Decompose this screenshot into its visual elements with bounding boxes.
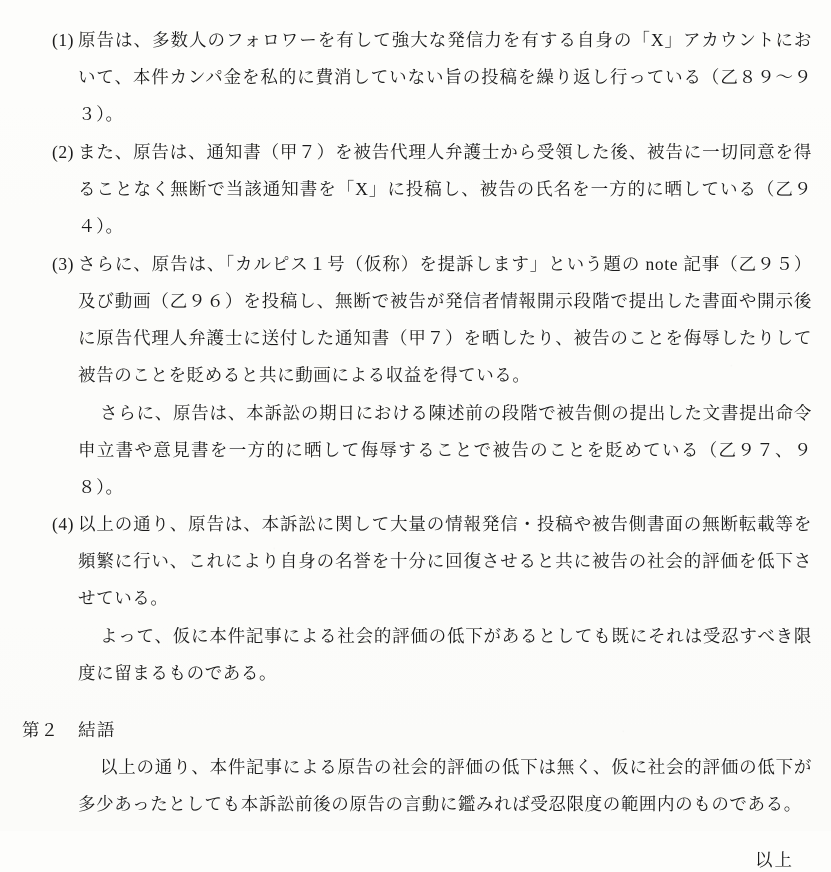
numbered-paragraph-3 xyxy=(22,246,812,394)
section-title: 結語 xyxy=(78,720,116,740)
numbered-paragraph-2 xyxy=(22,134,812,245)
section-heading xyxy=(22,712,812,749)
document-body xyxy=(22,22,812,872)
continuation-paragraph-3: さらに、原告は、本訴訟の期日における陳述前の段階で被告側の提出した文書提出命令申立書や意見書を一方的に晒して侮辱することで被告のことを貶めている（乙９７、９８）。 xyxy=(78,403,812,497)
numbered-paragraph-1 xyxy=(22,22,812,133)
paragraph-text: また、原告は、通知書（甲７）を被告代理人弁護士から受領した後、被告に一切同意を得ることなく無断で当該通知書を「X」に投稿し、被告の氏名を一方的に晒している（乙９４）。 xyxy=(78,142,812,236)
closing-mark: 以上 xyxy=(755,850,794,870)
paragraph-marker: (3) xyxy=(52,254,74,274)
section-body-text: 以上の通り、本件記事による原告の社会的評価の低下は無く、仮に社会的評価の低下が多少あったとしても本訴訟前後の原告の言動に鑑みれば受忍限度の範囲内のものである。 xyxy=(78,757,812,814)
paragraph-marker: (2) xyxy=(52,142,74,162)
continuation-paragraph-4: よって、仮に本件記事による社会的評価の低下があるとしても既にそれは受忍すべき限度に留まるものである。 xyxy=(78,626,812,683)
section-label: 第２ xyxy=(22,720,59,740)
numbered-paragraph-4 xyxy=(22,506,812,617)
paragraph-marker: (1) xyxy=(52,30,74,50)
paragraph-text: さらに、原告は、「カルピス１号（仮称）を提訴します」という題の note 記事（乙９５）及び動画（乙９６）を投稿し、無断で被告が発信者情報開示段階で提出した書面や開示後に原告代理人弁護士に送付した通知書（甲７）を晒したり、被告のことを侮辱したりして被告のことを貶めると共に動画による収益を得ている。 xyxy=(78,254,812,385)
paragraph-marker: (4) xyxy=(52,514,74,534)
paragraph-text: 以上の通り、原告は、本訴訟に関して大量の情報発信・投稿や被告側書面の無断転載等を頻繁に行い、これにより自身の名誉を十分に回復させると共に被告の社会的評価を低下させている。 xyxy=(78,514,812,608)
paragraph-text: 原告は、多数人のフォロワーを有して強大な発信力を有する自身の「X」アカウントにおいて、本件カンパ金を私的に費消していない旨の投稿を繰り返し行っている（乙８９〜９３）。 xyxy=(78,30,812,124)
